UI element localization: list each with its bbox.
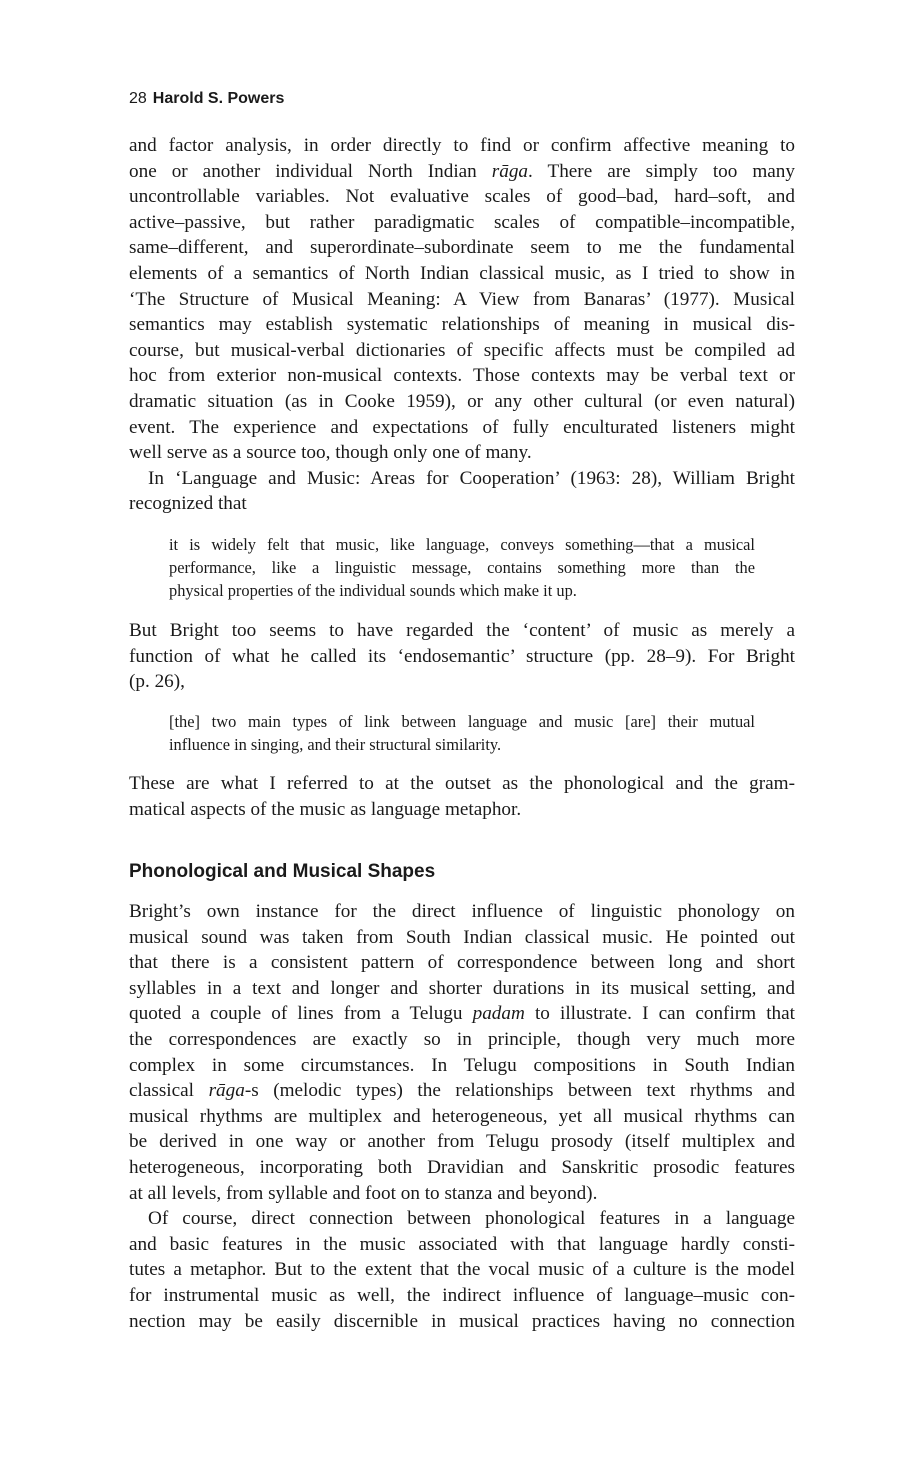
text-line <box>129 1001 795 1027</box>
quote-line: performance, like a linguistic message, contains something more than the <box>169 558 755 578</box>
text-line: active–passive, but rather paradigmatic scales of compatible–incompatible, <box>129 211 795 233</box>
paragraph-3 <box>129 618 795 695</box>
text-line <box>129 1078 795 1104</box>
text-line: uncontrollable variables. Not evaluative scales of good–bad, hard–soft, and <box>129 186 795 208</box>
text-line: nection may be easily discernible in musical practices having no connection <box>129 1310 795 1332</box>
running-head <box>129 90 284 108</box>
text-line: dramatic situation (as in Cooke 1959), or any other cultural (or even natural) <box>129 390 795 412</box>
text-run: -s (melodic types) the relationships between text rhythms and <box>244 1080 796 1102</box>
quote-line: [the] two main types of link between language and music [are] their mutual <box>169 712 755 731</box>
text-line <box>129 159 795 185</box>
text-line: the correspondences are exactly so in principle, though very much more <box>129 1028 795 1050</box>
text-line: and basic features in the music associated with that language hardly consti- <box>129 1233 795 1255</box>
text-line: event. The experience and expectations of fully enculturated listeners might <box>129 416 795 438</box>
italic-term: rāga <box>491 160 529 182</box>
text-line: musical sound was taken from South Indian classical music. He pointed out <box>129 926 795 948</box>
text-line: same–different, and superordinate–subordinate seem to me the fundamental <box>129 237 795 259</box>
text-line: ‘The Structure of Musical Meaning: A View from Banaras’ (1977). Musical <box>129 288 795 310</box>
paragraph-1 <box>129 133 795 517</box>
section-heading: Phonological and Musical Shapes <box>129 861 436 882</box>
text-line: elements of a semantics of North Indian classical music, as I tried to show in <box>129 262 795 284</box>
page-number: 28 <box>129 90 147 107</box>
paragraph-5 <box>129 899 795 1334</box>
text-line: These are what I referred to at the outset as the phonological and the gram- <box>129 773 795 794</box>
text-line: semantics may establish systematic relationships of meaning in musical dis- <box>129 314 795 336</box>
text-line: complex in some circumstances. In Telugu compositions in South Indian <box>129 1054 795 1076</box>
text-line: recognized that <box>129 493 247 515</box>
text-line: that there is a consistent pattern of correspondence between long and short <box>129 952 795 974</box>
text-line: In ‘Language and Music: Areas for Cooperation’ (1963: 28), William Bright <box>148 467 795 489</box>
text-run: to illustrate. I can confirm that <box>524 1003 795 1025</box>
text-run: . There are simply too many <box>528 160 795 182</box>
author-name: Harold S. Powers <box>152 90 285 107</box>
text-line: But Bright too seems to have regarded the ‘content’ of music as merely a <box>129 620 795 641</box>
text-line: for instrumental music as well, the indirect influence of language–music con- <box>129 1284 795 1306</box>
text-line: matical aspects of the music as language metaphor. <box>129 798 522 820</box>
text-run: classical <box>129 1080 209 1102</box>
text-line: Of course, direct connection between phonological features in a language <box>148 1208 795 1230</box>
block-quote-1 <box>169 533 755 603</box>
text-line: well serve as a source too, though only one of many. <box>129 442 532 464</box>
text-line: course, but musical-verbal dictionaries of specific affects must be compiled ad <box>129 339 795 361</box>
quote-line: influence in singing, and their structural similarity. <box>169 735 502 755</box>
text-line: at all levels, from syllable and foot on to stanza and beyond). <box>129 1182 598 1204</box>
block-quote-2 <box>169 710 755 756</box>
text-line: function of what he called its ‘endosemantic’ structure (pp. 28–9). For Bright <box>129 645 795 667</box>
text-run: quoted a couple of lines from a Telugu <box>129 1003 473 1025</box>
text-line: musical rhythms are multiplex and heterogeneous, yet all musical rhythms can <box>129 1105 795 1127</box>
text-line: Bright’s own instance for the direct influence of linguistic phonology on <box>129 901 795 922</box>
text-line: hoc from exterior non-musical contexts. Those contexts may be verbal text or <box>129 365 795 387</box>
text-line: (p. 26), <box>129 671 185 693</box>
text-line: heterogeneous, incorporating both Dravidian and Sanskritic prosodic features <box>129 1156 795 1178</box>
text-line: be derived in one way or another from Telugu prosody (itself multiplex and <box>129 1131 795 1153</box>
paragraph-4 <box>129 771 795 822</box>
text-line: tutes a metaphor. But to the extent that the vocal music of a culture is the model <box>129 1259 795 1281</box>
text-line: and factor analysis, in order directly to find or confirm affective meaning to <box>129 135 795 156</box>
italic-term: padam <box>472 1003 525 1025</box>
text-line: syllables in a text and longer and shorter durations in its musical setting, and <box>129 977 795 999</box>
text-run: one or another individual North Indian <box>129 160 492 182</box>
quote-line: physical properties of the individual sounds which make it up. <box>169 581 577 601</box>
italic-term: rāga <box>208 1080 245 1102</box>
quote-line: it is widely felt that music, like language, conveys something—that a musical <box>169 535 755 554</box>
